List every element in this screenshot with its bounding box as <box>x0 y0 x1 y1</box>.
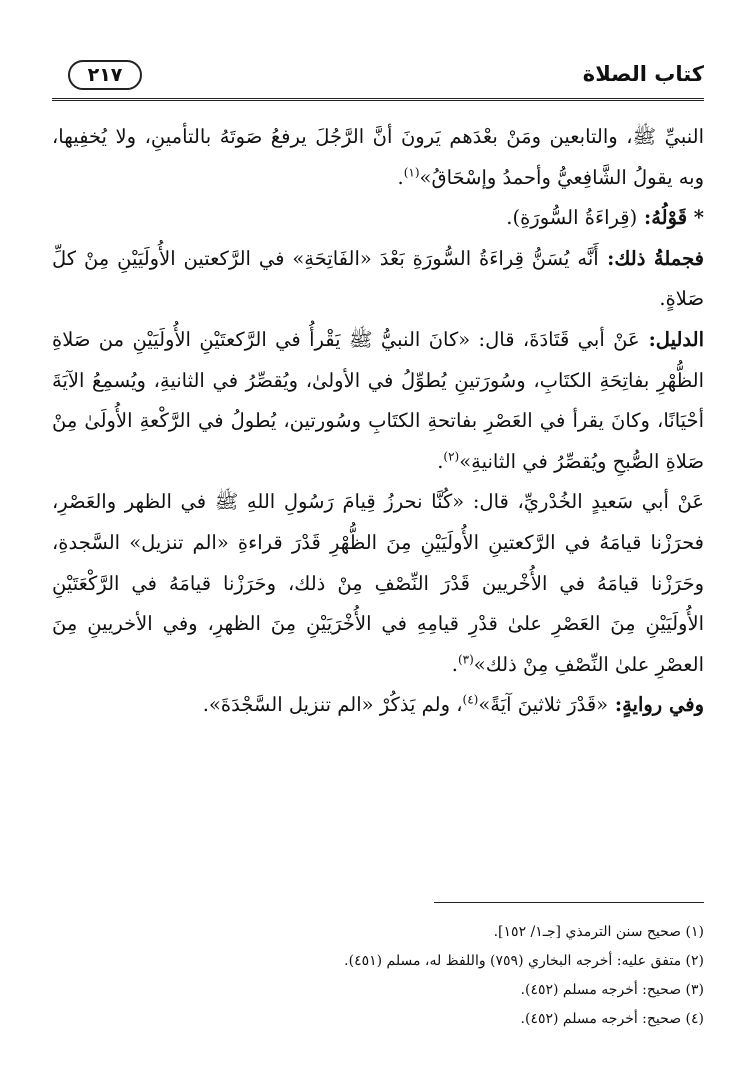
footnote-ref[interactable]: (٣) <box>457 652 474 667</box>
footnote-ref[interactable]: (٤) <box>462 692 479 707</box>
text-segment: . <box>451 652 458 676</box>
heading-label: فجملةُ ذلك: <box>598 246 704 270</box>
book-page <box>52 56 704 1036</box>
paragraph-summary <box>52 239 704 320</box>
heading-label: الدليل: <box>639 327 704 351</box>
text-segment: . <box>437 449 444 473</box>
text-segment: النبيِّ ﷺ، والتابعين ومَنْ بعْدَهم يَرونَ أنَّ الرَّجُلَ يرفعُ صَوتَهُ بالتأمينِ، ولا يُخفِيها، وبه يقولُ الشَّافِعيُّ وأحمدُ وإسْحَاقُ» <box>52 125 704 189</box>
paragraph-heading-qawluhu <box>52 198 704 239</box>
footnote-2: (٢) متفق عليه: أخرجه البخاري (٧٥٩) واللفظ له، مسلم (٤٥١). <box>344 953 704 969</box>
text-segment: أَنَّه يُسَنُّ قِراءَةُ السُّورَةِ بَعْدَ «الفَاتِحَةِ» في الرَّكعتين الأُولَيَيْنِ مِنْ كلِّ صَلاةٍ. <box>52 246 704 311</box>
paragraph-riwaya <box>52 685 704 726</box>
footnote-1: (١) صحيح سنن الترمذي [جـ١/ ١٥٢]. <box>493 924 704 940</box>
text-segment: (قِراءَةُ السُّورَةِ). <box>506 206 638 230</box>
heading-label: * قَوْلُهُ: <box>637 206 704 230</box>
page-header <box>52 56 704 101</box>
text-segment: . <box>397 165 404 189</box>
text-segment: «قَدْرَ ثلاثينَ آيَةً» <box>478 693 609 717</box>
heading-label: وفي روايةٍ: <box>608 693 704 717</box>
footnote-ref[interactable]: (١) <box>403 165 420 180</box>
text-segment: ، ولم يَذكُرْ «الم تنزيل السَّجْدَةَ». <box>202 693 463 717</box>
text-segment: عَنْ أبي سَعيدٍ الخُدْريِّ، قال: «كُنَّا نحرزُ قِيامَ رَسُولِ اللهِ ﷺ في الظهر والعَصْرِ، فحرَزْنا قيامَهُ في الرَّكعتينِ الأُولَيَيْنِ مِنَ الظُّهْرِ قَدْرَ قراءةِ «الم تنزيل» السَّجدةِ، وحَرَزْنا قيامَهُ في الأُخْريين قَدْرَ النِّصْفِ مِنْ ذلك، وحَرَزْنا قيامَهُ في الرَّكْعَتَيْنِ الأُولَيَيْنِ مِنَ العَصْرِ علىٰ قدْرِ قيامِهِ في الأُخْرَيَيْنِ مِنَ الظهرِ، وفي الأخريينِ مِنَ العصْرِ علىٰ النِّصْفِ مِنْ ذلك» <box>52 490 704 676</box>
text-segment: عَنْ أبي قَتَادَةَ، قال: «كانَ النبيُّ ﷺ يَقْرأُ في الرَّكعتَيْنِ الأُولَيَيْنِ من صَلاةِ الظُّهْرِ بفاتِحَةِ الكتَابِ، وسُورَتينِ يُطوِّلُ في الأولىٰ، ويُقصِّرُ في الثانيةِ، ويُسمِعُ الآيَةَ أحْيَانًا، وكانَ يقرأ في العَصْرِ بفاتحةِ الكتَابِ وسُورتين، يُطولُ في الرَّكْعةِ الأُولَىٰ مِنْ صَلاةِ الصُّبحِ ويُقصِّرُ في الثانيةِ» <box>52 327 704 473</box>
footnote-3: (٣) صحيح: أخرجه مسلم (٤٥٢). <box>520 982 704 998</box>
footnote-separator <box>434 902 704 903</box>
footnotes <box>52 918 704 1034</box>
chapter-title: كتاب الصلاة <box>582 62 704 86</box>
main-text <box>52 117 704 726</box>
paragraph-continuation <box>52 117 704 198</box>
footnote-4: (٤) صحيح: أخرجه مسلم (٤٥٢). <box>520 1011 704 1027</box>
paragraph-hadith-abu-said <box>52 482 704 685</box>
paragraph-evidence <box>52 320 704 482</box>
page-number-badge: ٢١٧ <box>68 60 142 90</box>
footnote-ref[interactable]: (٢) <box>443 449 460 464</box>
